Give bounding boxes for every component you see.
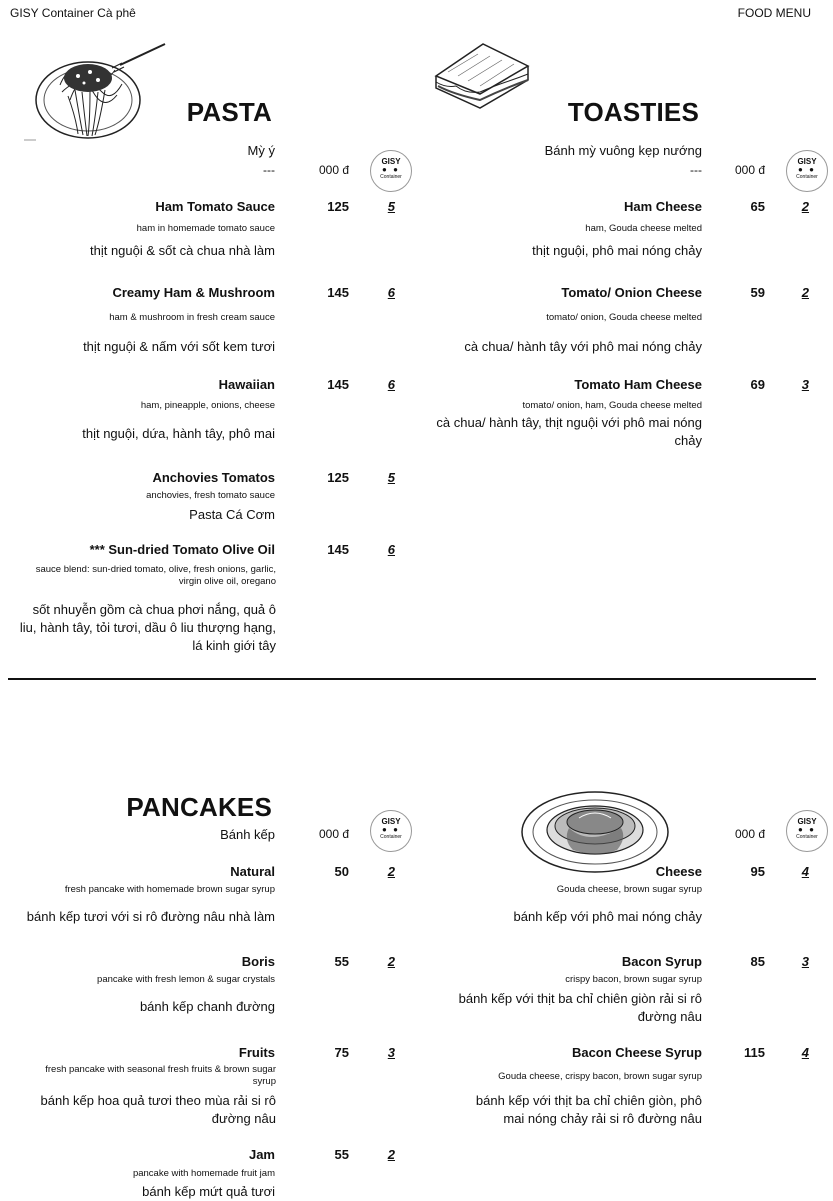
menu-item-vn: thịt nguội, dứa, hành tây, phô mai xyxy=(82,426,275,441)
toastie-illustration xyxy=(428,36,533,116)
menu-item-name: Bacon Cheese Syrup xyxy=(571,1045,702,1060)
menu-item-price: 95 xyxy=(750,864,765,879)
menu-item-vn: bánh kếp mứt quả tươi xyxy=(142,1184,275,1199)
gisy-logo xyxy=(370,150,412,192)
menu-item-code: 6 xyxy=(387,542,395,557)
section-divider xyxy=(8,678,816,680)
menu-item-en: fresh pancake with seasonal fresh fruits & brown sugar syrup xyxy=(45,1064,276,1087)
menu-item-en: crispy bacon, brown sugar syrup xyxy=(565,974,702,985)
menu-item-en: tomato/ onion, ham, Gouda cheese melted xyxy=(522,400,702,411)
menu-item-code: 3 xyxy=(801,377,809,392)
logo-text: GISY xyxy=(797,157,817,166)
menu-item-code: 2 xyxy=(387,1147,395,1162)
menu-item-price: 65 xyxy=(750,199,765,214)
pasta-subtitle: Mỳ ý xyxy=(247,143,275,158)
menu-item-name: Anchovies Tomatos xyxy=(152,470,275,485)
pancakes-subtitle: Bánh kếp xyxy=(220,827,275,842)
menu-item-en: sauce blend: sun-dried tomato, olive, fresh onions, garlic, virgin olive oil, oregano xyxy=(35,564,276,587)
menu-item-vn: bánh kếp hoa quả tươi theo mùa rải si rô đường nâu xyxy=(40,1093,276,1126)
menu-item-en: fresh pancake with homemade brown sugar syrup xyxy=(64,884,275,895)
menu-item-vn: bánh kếp tươi với si rô đường nâu nhà làm xyxy=(26,909,275,924)
menu-item-en: ham & mushroom in fresh cream sauce xyxy=(109,312,275,323)
menu-item-name: Boris xyxy=(241,954,275,969)
menu-item-name: Tomato Ham Cheese xyxy=(574,377,702,392)
menu-item-price: 55 xyxy=(334,954,349,969)
menu-label: FOOD MENU xyxy=(737,6,811,20)
menu-item-vn: thịt nguội & nấm với sốt kem tươi xyxy=(83,339,275,354)
menu-item-en: tomato/ onion, Gouda cheese melted xyxy=(546,312,702,323)
menu-item-price: 145 xyxy=(327,285,349,300)
logo-text: GISY xyxy=(381,157,401,166)
menu-item-vn: bánh kếp với thịt ba chỉ chiên giòn, phô mai nóng chảy rải si rô đường nâu xyxy=(475,1093,702,1126)
menu-item-code: 3 xyxy=(801,954,809,969)
logo-subtext: Container xyxy=(796,834,818,840)
menu-item-name: Hawaiian xyxy=(218,377,275,392)
toasties-subtitle: Bánh mỳ vuông kẹp nướng xyxy=(544,143,702,158)
menu-item-en: ham, Gouda cheese melted xyxy=(585,223,702,234)
menu-item-en: Gouda cheese, brown sugar syrup xyxy=(556,884,702,895)
menu-item-code: 3 xyxy=(387,1045,395,1060)
menu-item-code: 5 xyxy=(387,199,395,214)
menu-item-name: *** Sun-dried Tomato Olive Oil xyxy=(89,542,275,557)
logo-dots: ● ● xyxy=(798,165,816,174)
logo-subtext: Container xyxy=(380,174,402,180)
menu-item-price: 85 xyxy=(750,954,765,969)
menu-item-en: pancake with homemade fruit jam xyxy=(132,1168,275,1179)
menu-item-price: 125 xyxy=(327,199,349,214)
menu-item-name: Jam xyxy=(248,1147,275,1162)
menu-item-price: 55 xyxy=(334,1147,349,1162)
menu-item-vn: thịt nguội & sốt cà chua nhà làm xyxy=(89,243,275,258)
pancakes-title: PANCAKES xyxy=(126,792,272,822)
menu-item-vn: bánh kếp với phô mai nóng chảy xyxy=(513,909,702,924)
pasta-dashes: --- xyxy=(263,163,275,177)
menu-item-vn: thịt nguội, phô mai nóng chảy xyxy=(532,243,702,258)
menu-item-vn: Pasta Cá Cơm xyxy=(189,507,275,522)
logo-dots: ● ● xyxy=(382,825,400,834)
menu-item-en: anchovies, fresh tomato sauce xyxy=(146,490,275,501)
toasties-currency-header: 000 đ xyxy=(734,163,765,177)
logo-text: GISY xyxy=(381,817,401,826)
menu-item-code: 4 xyxy=(801,864,809,879)
venue-name: GISY Container Cà phê xyxy=(10,6,136,20)
menu-item-name: Ham Cheese xyxy=(623,199,702,214)
menu-item-price: 59 xyxy=(750,285,765,300)
menu-item-name: Fruits xyxy=(238,1045,275,1060)
menu-item-price: 50 xyxy=(334,864,349,879)
menu-item-en: pancake with fresh lemon & sugar crystals xyxy=(97,974,275,985)
toasties-title: TOASTIES xyxy=(567,97,699,127)
gisy-logo xyxy=(786,810,828,852)
pasta-currency-header: 000 đ xyxy=(318,163,349,177)
logo-subtext: Container xyxy=(796,174,818,180)
pancakes-currency-header: 000 đ xyxy=(318,827,349,841)
menu-item-name: Cheese xyxy=(655,864,702,879)
menu-item-name: Natural xyxy=(230,864,275,879)
menu-item-vn: cà chua/ hành tây, thịt nguội với phô mai nóng chảy xyxy=(436,415,702,448)
menu-item-vn: cà chua/ hành tây với phô mai nóng chảy xyxy=(464,339,702,354)
menu-item-en: Gouda cheese, crispy bacon, brown sugar syrup xyxy=(498,1071,702,1082)
logo-subtext: Container xyxy=(380,834,402,840)
menu-item-code: 2 xyxy=(387,864,395,879)
gisy-logo xyxy=(370,810,412,852)
menu-item-price: 69 xyxy=(750,377,765,392)
gisy-logo xyxy=(786,150,828,192)
menu-item-vn: bánh kếp với thịt ba chỉ chiên giòn rải si rô đường nâu xyxy=(458,991,702,1024)
menu-item-en: ham in homemade tomato sauce xyxy=(136,223,275,234)
logo-dots: ● ● xyxy=(382,165,400,174)
menu-item-en: ham, pineapple, onions, cheese xyxy=(140,400,275,411)
menu-item-code: 5 xyxy=(387,470,395,485)
menu-item-price: 145 xyxy=(327,542,349,557)
menu-item-name: Creamy Ham & Mushroom xyxy=(112,285,275,300)
menu-item-code: 6 xyxy=(387,285,395,300)
menu-item-code: 2 xyxy=(387,954,395,969)
logo-dots: ● ● xyxy=(798,825,816,834)
menu-item-vn: bánh kếp chanh đường xyxy=(139,999,275,1014)
menu-item-code: 2 xyxy=(801,199,809,214)
pasta-plate-illustration xyxy=(20,30,170,145)
menu-item-name: Bacon Syrup xyxy=(621,954,702,969)
menu-item-vn: sốt nhuyễn gồm cà chua phơi nắng, quả ô liu, hành tây, tỏi tươi, dầu ô liu thượng hạng, lá kinh giới tây xyxy=(19,602,276,653)
pancakes-currency-header-right: 000 đ xyxy=(734,827,765,841)
menu-item-code: 6 xyxy=(387,377,395,392)
menu-item-price: 75 xyxy=(334,1045,349,1060)
menu-item-code: 4 xyxy=(801,1045,809,1060)
menu-item-name: Ham Tomato Sauce xyxy=(155,199,275,214)
logo-text: GISY xyxy=(797,817,817,826)
menu-item-price: 145 xyxy=(327,377,349,392)
menu-item-price: 125 xyxy=(327,470,349,485)
menu-item-price: 115 xyxy=(744,1045,765,1060)
menu-item-code: 2 xyxy=(801,285,809,300)
pasta-title: PASTA xyxy=(186,97,272,127)
toasties-dashes: --- xyxy=(690,163,702,177)
pancake-plate-illustration xyxy=(519,788,671,880)
menu-item-name: Tomato/ Onion Cheese xyxy=(561,285,702,300)
